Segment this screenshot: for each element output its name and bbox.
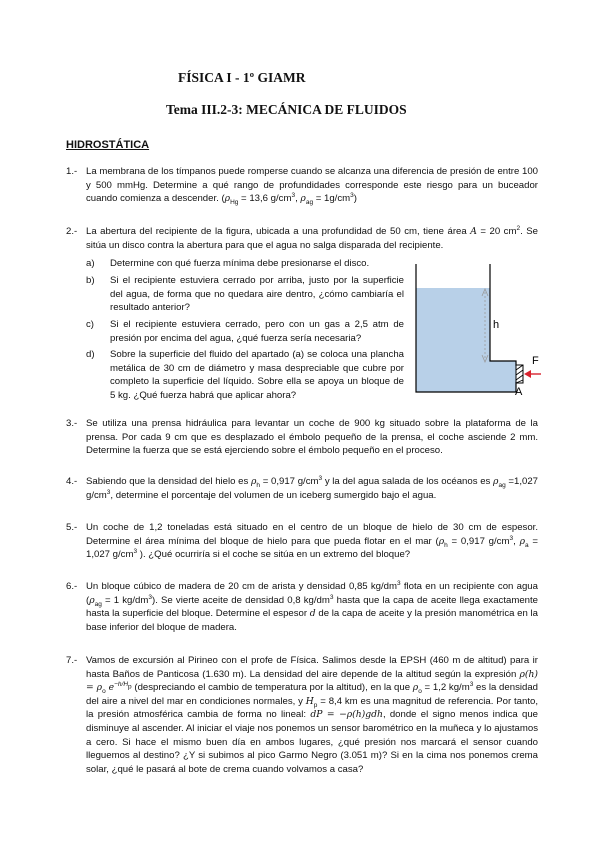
- problem-text: La abertura del recipiente de la figura, ubicada a una profundidad de 50 cm, tiene área A = 20 $cm^2$. Se sitúa un disco contra la abertura para que el agua no salga disparada del recipiente.: [86, 224, 539, 251]
- container-figure: [410, 262, 542, 396]
- label-F: F: [532, 355, 539, 367]
- subquestion-d: [86, 348, 404, 402]
- subquestion-label: c): [86, 319, 94, 330]
- subquestion-text: Si el recipiente estuviera cerrado por arriba, justo por la superficie del agua, de forma que no quedara aire dentro, ¿cómo cambiaría el resultado anterior?: [110, 275, 404, 314]
- problem-number: 2.-: [66, 226, 78, 237]
- problem-number: 7.-: [66, 655, 78, 666]
- problem-6: [66, 580, 538, 634]
- problem-number: 3.-: [66, 418, 78, 429]
- subquestion-a: [86, 257, 404, 271]
- problem-text: Sabiendo que la densidad del hielo es $\rho_h = 0,917$ $g/cm^3$ y la del agua salada de los océanos es $\rho_{ag} =1,027$ $g/cm^3$, determine el porcentaje del volumen de un iceberg sumergido bajo el agua.: [86, 474, 538, 501]
- water-fill: [416, 288, 490, 392]
- problem-5: [66, 521, 538, 562]
- problem-3: [66, 417, 538, 458]
- section-heading: HIDROSTÁTICA: [66, 139, 150, 151]
- topic-title: Tema III.2-3: MECÁNICA DE FLUIDOS: [166, 102, 407, 117]
- problem-number: 4.-: [66, 476, 78, 487]
- label-A: A: [515, 386, 523, 396]
- subquestion-text: Si el recipiente estuviera cerrado, pero con un gas a 2,5 atm de presión por encima del agua, ¿qué fuerza sería necesaria?: [110, 319, 404, 344]
- subquestion-label: a): [86, 258, 95, 269]
- problem-number: 5.-: [66, 522, 78, 533]
- subquestion-text: Sobre la superficie del fluido del apartado (a) se coloca una plancha metálica de 30 cm de diámetro y masa despreciable que cubre por completo la superficie del líquido. Sobre ella se apoya un bloque de 5 kg. ¿Qué fuerza habrá que aplicar ahora?: [110, 349, 404, 401]
- subquestion-c: [86, 318, 404, 345]
- problem-text: Un coche de 1,2 toneladas está situado en el centro de un bloque de hielo de 30 cm de espesor. Determine el área mínima del bloque de hielo para que pueda flotar en el mar ($\rho_h = 0,917$ $g/cm^3$, $\rho_a = 1,027$ $g/cm^3$ ). ¿Qué ocurriría si el coche se sitúa en un extremo del bloque?: [86, 522, 538, 561]
- problem-text: Vamos de excursión al Pirineo con el profe de Física. Salimos desde la EPSH (460 m de altitud) para ir hasta Baños de Panticosa (1.630 m). La densidad del aire depende de la altitud según la expresión $\rho(h) = \rho_o$ $e^{-h/H_p}$ (despreciando el cambio de temperatura por la altitud), en la que $\rho_o = 1,2$ $kg/m^3$ es la densidad del aire a nivel del mar en condiciones normales, y $H_p = 8,4$ km es una magnitud de referencia. Por tanto, la presión atmosférica cambia de forma no lineal: dP = −ρ(h)gdh, donde el signo menos indica que disminuye al ascender. Al iniciar el viaje nos ponemos un sensor barométrico en la muñeca y lo ajustamos a cero. Si hace el mismo buen día en ambos lugares, ¿qué presión nos marcará el sensor cuando lleguemos al destino? ¿Y si subimos al pico Garmo Negro (3.051 m)? Si en la cima nos ponemos crema solar, ¿qué le pasará al bote de crema cuando volvamos a casa?: [86, 655, 539, 775]
- problem-number: 6.-: [66, 581, 78, 592]
- course-title: FÍSICA I - 1º GIAMR: [178, 70, 306, 85]
- subquestion-label: b): [86, 275, 95, 286]
- problem-4: [66, 475, 538, 502]
- problem-7: [66, 654, 538, 776]
- problem-1: [66, 165, 538, 206]
- water-fill-outlet: [490, 361, 516, 392]
- force-arrow-icon: [524, 370, 531, 378]
- problem-text: La membrana de los tímpanos puede romperse cuando se alcanza una diferencia de presión de entre 100 y 500 mmHg. Determine a qué rango de profundidades corresponde este riesgo para un buceador cuando comienza a descender. ($\rho_{Hg} = 13,6$ $g/cm^3$, $\rho_{ag} = 1g/cm^3$): [86, 166, 538, 207]
- subquestion-text: Determine con qué fuerza mínima debe presionarse el disco.: [110, 258, 370, 269]
- problem-text: Se utiliza una prensa hidráulica para levantar un coche de 900 kg situado sobre la plataforma de la prensa. Por cada 9 cm que es desplazado el émbolo pequeño de la prensa, el coche asciende 2 mm. Determine la fuerza que se está ejerciendo sobre el émbolo pequeño en el proceso.: [86, 418, 538, 457]
- label-h: h: [493, 319, 500, 331]
- problem-number: 1.-: [66, 166, 78, 177]
- container-wall-right: [490, 264, 516, 366]
- subquestion-b: [86, 274, 404, 315]
- problem-2: [66, 225, 538, 252]
- subquestion-label: d): [86, 349, 95, 360]
- problem-text: Un bloque cúbico de madera de 20 cm de arista y densidad 0,85 $kg/dm^3$ flota en un recipiente con agua ($\rho_{ag} = 1$ $kg/dm^3$). Se vierte aceite de densidad 0,8 $kg/dm^3$ hasta que la capa de aceite llega exactamente hasta la superficie del bloque. Determine el espesor d de la capa de aceite y la presión manométrica en la base inferior del bloque de madera.: [86, 579, 538, 633]
